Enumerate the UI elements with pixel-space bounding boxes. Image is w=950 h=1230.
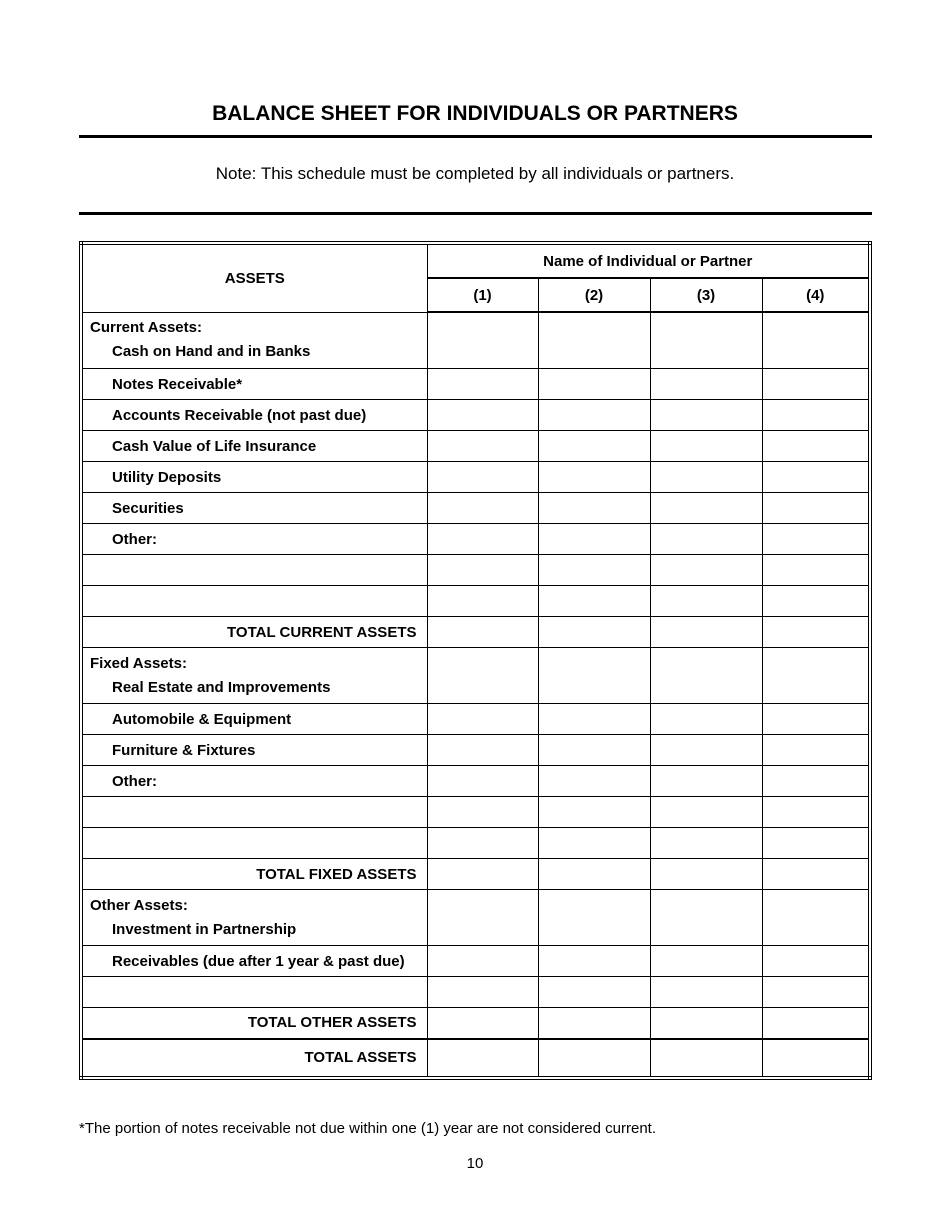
entry-cell[interactable] bbox=[762, 369, 870, 400]
entry-cell[interactable] bbox=[538, 493, 650, 524]
entry-cell[interactable] bbox=[427, 797, 538, 828]
table-row bbox=[81, 431, 870, 462]
entry-cell[interactable] bbox=[650, 617, 762, 648]
entry-cell[interactable] bbox=[650, 1039, 762, 1078]
total-other-assets-label: TOTAL OTHER ASSETS bbox=[81, 1008, 427, 1039]
row-label: Automobile & Equipment bbox=[112, 710, 292, 728]
table-row bbox=[81, 859, 870, 890]
entry-cell[interactable] bbox=[650, 400, 762, 431]
table-row bbox=[81, 312, 870, 369]
entry-cell[interactable] bbox=[538, 312, 650, 369]
entry-cell[interactable] bbox=[427, 648, 538, 704]
note-text: Note: This schedule must be completed by all individuals or partners. bbox=[215, 164, 735, 183]
entry-cell[interactable] bbox=[762, 859, 870, 890]
entry-cell[interactable] bbox=[538, 946, 650, 977]
entry-cell[interactable] bbox=[762, 648, 870, 704]
entry-cell[interactable] bbox=[538, 462, 650, 493]
blank-label-cell[interactable] bbox=[81, 977, 427, 1008]
entry-cell[interactable] bbox=[427, 977, 538, 1008]
entry-cell[interactable] bbox=[650, 797, 762, 828]
entry-cell[interactable] bbox=[650, 493, 762, 524]
total-fixed-assets-label: TOTAL FIXED ASSETS bbox=[81, 859, 427, 890]
table-row bbox=[81, 524, 870, 555]
table-row bbox=[81, 828, 870, 859]
entry-cell[interactable] bbox=[538, 1008, 650, 1039]
entry-cell[interactable] bbox=[650, 586, 762, 617]
entry-cell[interactable] bbox=[538, 1039, 650, 1078]
column-header-4: (4) bbox=[762, 278, 870, 312]
entry-cell[interactable] bbox=[650, 890, 762, 946]
column-header-1: (1) bbox=[427, 278, 538, 312]
row-label: Securities bbox=[112, 499, 184, 517]
entry-cell[interactable] bbox=[762, 797, 870, 828]
entry-cell[interactable] bbox=[762, 704, 870, 735]
entry-cell[interactable] bbox=[427, 524, 538, 555]
entry-cell[interactable] bbox=[762, 735, 870, 766]
entry-cell[interactable] bbox=[650, 946, 762, 977]
entry-cell[interactable] bbox=[762, 1039, 870, 1078]
row-label: Cash Value of Life Insurance bbox=[112, 437, 317, 455]
entry-cell[interactable] bbox=[650, 462, 762, 493]
entry-cell[interactable] bbox=[650, 735, 762, 766]
entry-cell[interactable] bbox=[538, 524, 650, 555]
entry-cell[interactable] bbox=[427, 400, 538, 431]
current-assets-heading: Current Assets: bbox=[90, 319, 202, 337]
column-header-2: (2) bbox=[538, 278, 650, 312]
total-current-assets-label: TOTAL CURRENT ASSETS bbox=[81, 617, 427, 648]
divider-top bbox=[79, 135, 872, 138]
blank-label-cell[interactable] bbox=[81, 555, 427, 586]
entry-cell[interactable] bbox=[427, 312, 538, 369]
table-row bbox=[81, 1039, 870, 1078]
entry-cell[interactable] bbox=[650, 859, 762, 890]
row-label: Real Estate and Improvements bbox=[112, 678, 331, 696]
entry-cell[interactable] bbox=[650, 524, 762, 555]
entry-cell[interactable] bbox=[650, 431, 762, 462]
blank-label-cell[interactable] bbox=[81, 797, 427, 828]
row-label: Cash on Hand and in Banks bbox=[112, 343, 311, 361]
entry-cell[interactable] bbox=[650, 369, 762, 400]
entry-cell[interactable] bbox=[427, 704, 538, 735]
entry-cell[interactable] bbox=[762, 828, 870, 859]
entry-cell[interactable] bbox=[427, 462, 538, 493]
entry-cell[interactable] bbox=[427, 555, 538, 586]
entry-cell[interactable] bbox=[650, 1008, 762, 1039]
row-label: Receivables (due after 1 year & past due) bbox=[112, 952, 405, 970]
table-row bbox=[81, 462, 870, 493]
blank-label-cell[interactable] bbox=[81, 828, 427, 859]
table-row bbox=[81, 586, 870, 617]
entry-cell[interactable] bbox=[538, 735, 650, 766]
entry-cell[interactable] bbox=[762, 946, 870, 977]
row-label: Furniture & Fixtures bbox=[112, 741, 256, 759]
entry-cell[interactable] bbox=[427, 890, 538, 946]
table-row bbox=[81, 890, 870, 946]
page-number: 10 bbox=[466, 1155, 484, 1172]
entry-cell[interactable] bbox=[427, 617, 538, 648]
other-assets-heading: Other Assets: bbox=[90, 896, 188, 914]
entry-cell[interactable] bbox=[427, 946, 538, 977]
entry-cell[interactable] bbox=[762, 617, 870, 648]
entry-cell[interactable] bbox=[538, 617, 650, 648]
table-row bbox=[81, 766, 870, 797]
entry-cell[interactable] bbox=[762, 766, 870, 797]
row-label: Utility Deposits bbox=[112, 468, 222, 486]
footnote: *The portion of notes receivable not due within one (1) year are not considered current. bbox=[79, 1120, 657, 1137]
entry-cell[interactable] bbox=[427, 859, 538, 890]
entry-cell[interactable] bbox=[538, 828, 650, 859]
entry-cell[interactable] bbox=[762, 586, 870, 617]
entry-cell[interactable] bbox=[538, 766, 650, 797]
entry-cell[interactable] bbox=[427, 431, 538, 462]
entry-cell[interactable] bbox=[427, 1008, 538, 1039]
divider-bottom bbox=[79, 212, 872, 215]
table-row bbox=[81, 1008, 870, 1039]
entry-cell[interactable] bbox=[538, 555, 650, 586]
table-row bbox=[81, 704, 870, 735]
entry-cell[interactable] bbox=[762, 977, 870, 1008]
entry-cell[interactable] bbox=[427, 586, 538, 617]
assets-header: ASSETS bbox=[81, 243, 427, 312]
total-assets-label: TOTAL ASSETS bbox=[81, 1039, 427, 1078]
entry-cell[interactable] bbox=[538, 400, 650, 431]
table-row bbox=[81, 797, 870, 828]
entry-cell[interactable] bbox=[538, 704, 650, 735]
page-title: BALANCE SHEET FOR INDIVIDUALS OR PARTNERS bbox=[212, 102, 738, 125]
row-label: Other: bbox=[112, 772, 157, 790]
entry-cell[interactable] bbox=[427, 828, 538, 859]
blank-label-cell[interactable] bbox=[81, 586, 427, 617]
entry-cell[interactable] bbox=[650, 648, 762, 704]
entry-cell[interactable] bbox=[762, 312, 870, 369]
table-row bbox=[81, 648, 870, 704]
column-header-3: (3) bbox=[650, 278, 762, 312]
table-row bbox=[81, 617, 870, 648]
entry-cell[interactable] bbox=[538, 797, 650, 828]
entry-cell[interactable] bbox=[538, 431, 650, 462]
entry-cell[interactable] bbox=[650, 766, 762, 797]
row-label: Accounts Receivable (not past due) bbox=[112, 406, 367, 424]
entry-cell[interactable] bbox=[762, 890, 870, 946]
table-row bbox=[81, 400, 870, 431]
row-label: Notes Receivable* bbox=[112, 375, 243, 393]
entry-cell[interactable] bbox=[762, 400, 870, 431]
table-row bbox=[81, 555, 870, 586]
entry-cell[interactable] bbox=[538, 977, 650, 1008]
table-row bbox=[81, 946, 870, 977]
entry-cell[interactable] bbox=[650, 312, 762, 369]
entry-cell[interactable] bbox=[538, 890, 650, 946]
entry-cell[interactable] bbox=[650, 704, 762, 735]
entry-cell[interactable] bbox=[650, 977, 762, 1008]
row-label: Investment in Partnership bbox=[112, 920, 297, 938]
entry-cell[interactable] bbox=[650, 555, 762, 586]
entry-cell[interactable] bbox=[762, 462, 870, 493]
entry-cell[interactable] bbox=[538, 859, 650, 890]
balance-sheet-table bbox=[79, 241, 872, 1080]
entry-cell[interactable] bbox=[762, 1008, 870, 1039]
name-of-individual-header: Name of Individual or Partner bbox=[427, 243, 870, 278]
table-row bbox=[81, 977, 870, 1008]
table-row bbox=[81, 735, 870, 766]
row-label: Other: bbox=[112, 530, 157, 548]
entry-cell[interactable] bbox=[762, 431, 870, 462]
entry-cell[interactable] bbox=[427, 735, 538, 766]
entry-cell[interactable] bbox=[538, 648, 650, 704]
entry-cell[interactable] bbox=[427, 766, 538, 797]
entry-cell[interactable] bbox=[762, 493, 870, 524]
table-row bbox=[81, 369, 870, 400]
entry-cell[interactable] bbox=[427, 1039, 538, 1078]
entry-cell[interactable] bbox=[427, 493, 538, 524]
entry-cell[interactable] bbox=[650, 828, 762, 859]
entry-cell[interactable] bbox=[538, 586, 650, 617]
entry-cell[interactable] bbox=[427, 369, 538, 400]
entry-cell[interactable] bbox=[762, 524, 870, 555]
entry-cell[interactable] bbox=[762, 555, 870, 586]
table-row bbox=[81, 493, 870, 524]
entry-cell[interactable] bbox=[538, 369, 650, 400]
fixed-assets-heading: Fixed Assets: bbox=[90, 654, 187, 672]
